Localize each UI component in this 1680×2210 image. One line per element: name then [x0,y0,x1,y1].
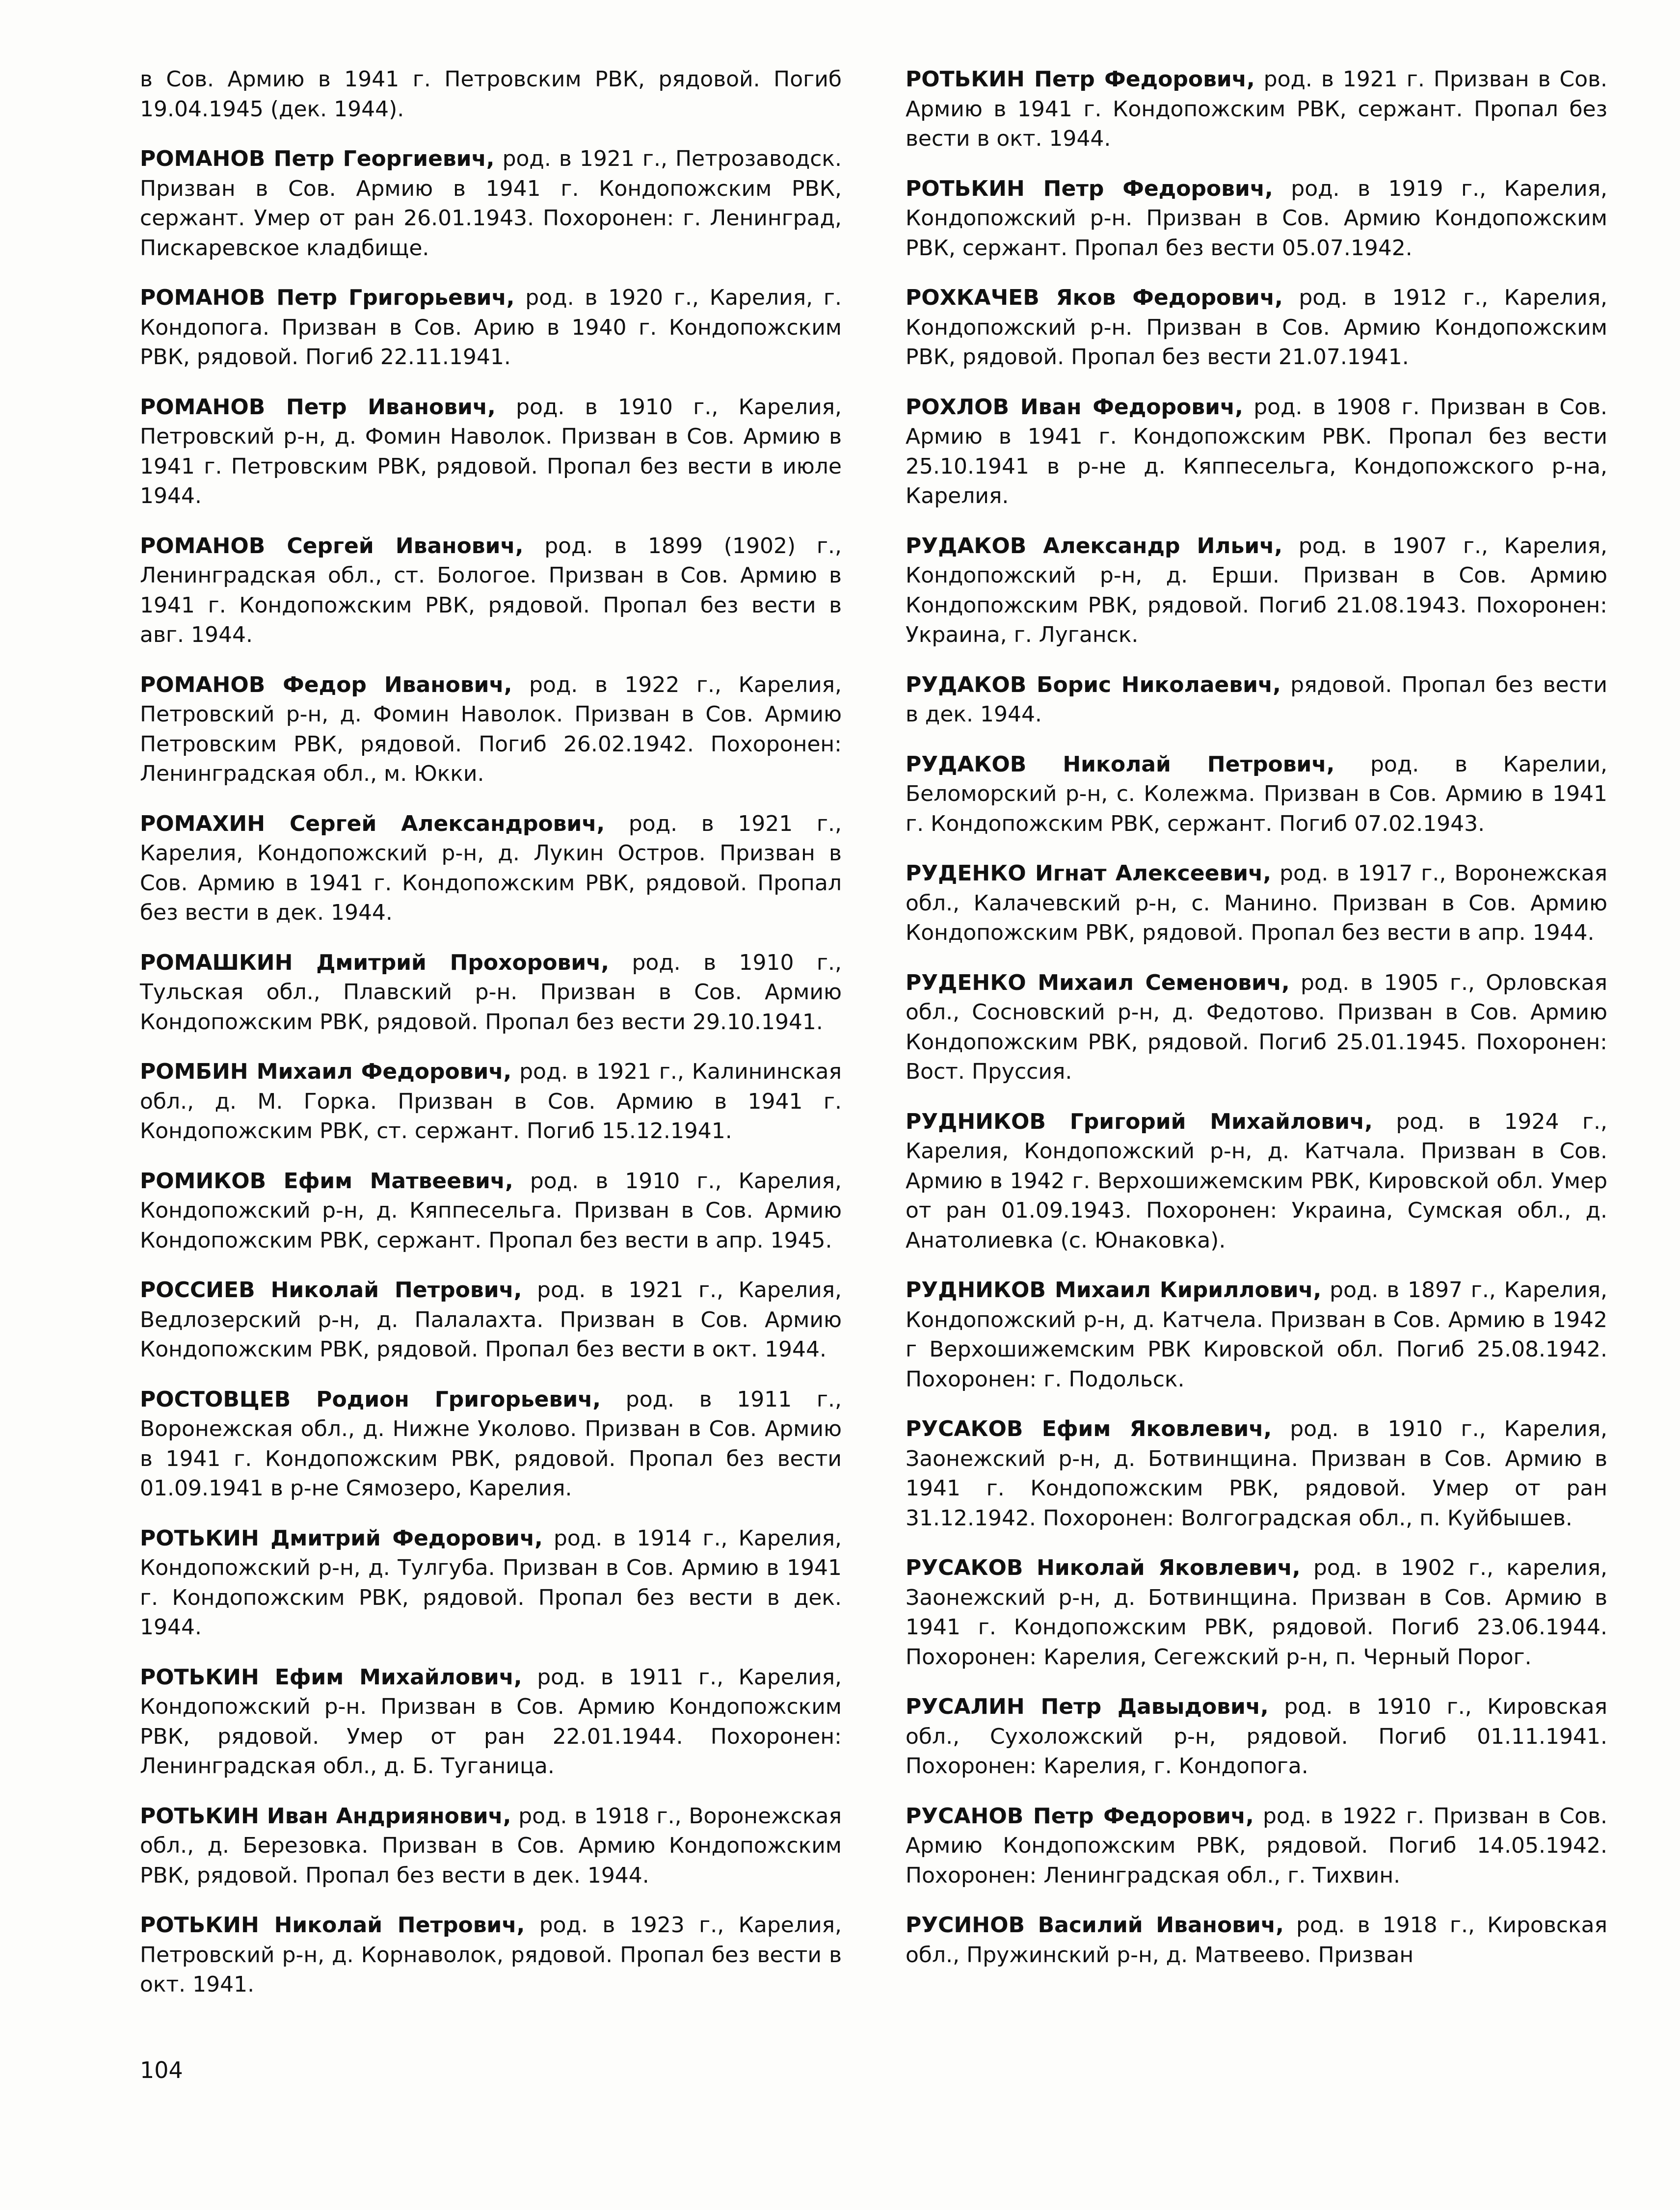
entry [906,1692,1607,1782]
entry-name: РОССИЕВ Николай Петрович, [140,1278,522,1303]
entry [140,1385,842,1504]
entry [140,1911,842,2000]
entry [906,174,1607,264]
entry-text: род. в 1910 г., Карелия, Петровский р-н, д. Фомин Наволок. Призван в Сов. Армию в 1941 г. Петровским РВК, рядовой. Пропал без вести в июле 1944. [140,394,842,508]
entry-name: РОТЬКИН Николай Петрович, [140,1913,525,1938]
entry-name: РОМАНОВ Петр Георгиевич, [140,146,495,171]
entry-name: РОТЬКИН Петр Федорович, [906,67,1255,92]
entry-text: род. в 1907 г., Карелия, Кондопожский р-н, д. Ерши. Призван в Сов. Армию Кондопожским РВК, рядовой. Погиб 21.08.1943. Похоронен: Украина, г. Луганск. [906,533,1607,647]
entry-name: РОСТОВЦЕВ Родион Григорьевич, [140,1386,601,1412]
entry-name: РОМАШКИН Дмитрий Прохорович, [140,950,610,975]
entry-name: РУСАЛИН Петр Давыдович, [906,1694,1269,1719]
entry-name: РУДАКОВ Николай Петрович, [906,751,1335,777]
entry [140,1663,842,1782]
entry-text: род. в 1897 г., Карелия, Кондопожский р-н, д. Катчела. Призван в Сов. Армию в 1942 г Верхошижемским РВК Кировской обл. Погиб 25.08.1942. Похоронен: г. Подольск. [906,1278,1608,1392]
entry-text: род. в 1912 г., Карелия, Кондопожский р-н. Призван в Сов. Армию Кондопожским РВК, рядовой. Пропал без вести 21.07.1941. [906,285,1607,370]
entry [140,1276,842,1365]
entry-text: род. в Карелии, Беломорский р-н, с. Колежма. Призван в Сов. Армию в 1941 г. Кондопожским РВК, сержант. Погиб 07.02.1943. [906,751,1608,836]
entry-text: род. в 1910 г., Тульская обл., Плавский р-н. Призван в Сов. Армию Кондопожским РВК, рядовой. Пропал без вести 29.10.1941. [140,950,842,1035]
entry [140,65,842,124]
entry-name: РОМАНОВ Федор Иванович, [140,672,512,697]
entry-name: РОМАНОВ Петр Григорьевич, [140,285,515,310]
entry-text: род. в 1902 г., карелия, Заонежский р-н, д. Ботвинщина. Призван в Сов. Армию в 1941 г. Кондопожским РВК, рядовой. Погиб 23.06.1944. Похоронен: Карелия, Сегежский р-н, п. Черный Порог. [906,1555,1607,1670]
entry-name: РУСАКОВ Ефим Яковлевич, [906,1416,1272,1441]
entry [906,1802,1607,1891]
entry-text: род. в 1918 г., Кировская обл., Пружинский р-н, д. Матвеево. Призван [906,1913,1607,1968]
entry-name: РУДЕНКО Михаил Семенович, [906,970,1290,995]
entry [906,532,1607,650]
entry-text: род. в 1924 г., Карелия, Кондопожский р-н, д. Катчала. Призван в Сов. Армию в 1942 г. Верхошижемским РВК, Кировской обл. Умер от ран 01.09.1943. Похоронен: Украина, Сумская обл., д. Анатолиевка (с. Юнаковка). [906,1109,1608,1253]
entry [906,1107,1607,1256]
entry [140,393,842,511]
entry-name: РОТЬКИН Петр Федорович, [906,176,1273,201]
entry-name: РУСИНОВ Василий Иванович, [906,1913,1284,1938]
entry-name: РОМИКОВ Ефим Матвеевич, [140,1168,513,1194]
entry [906,1276,1607,1394]
entry-name: РУДНИКОВ Михаил Кириллович, [906,1278,1322,1303]
entry [906,283,1607,373]
entry-text: в Сов. Армию в 1941 г. Петровским РВК, рядовой. Погиб 19.04.1945 (дек. 1944). [140,67,842,122]
entry-name: РУСАНОВ Петр Федорович, [906,1803,1254,1829]
entry-text: род. в 1911 г., Карелия, Кондопожский р-н. Призван в Сов. Армию Кондопожским РВК, рядовой. Умер от ран 22.01.1944. Похоронен: Ленинградская обл., д. Б. Туганица. [140,1664,842,1779]
entry [140,948,842,1038]
entry [906,65,1607,154]
entry [140,532,842,650]
entry [906,1553,1607,1672]
entry-text: род. в 1921 г., Карелия, Кондопожский р-н, д. Лукин Остров. Призван в Сов. Армию в 1941 г. Кондопожским РВК, рядовой. Пропал без вести в дек. 1944. [140,811,842,925]
entry-text: род. в 1920 г., Карелия, г. Кондопога. Призван в Сов. Арию в 1940 г. Кондопожским РВК, рядовой. Погиб 22.11.1941. [140,285,842,370]
entry-text: род. в 1922 г., Карелия, Петровский р-н, д. Фомин Наволок. Призван в Сов. Армию Петровским РВК, рядовой. Погиб 26.02.1942. Похоронен: Ленинградская обл., м. Юкки. [140,672,842,786]
entry [140,283,842,373]
entry-text: род. в 1923 г., Карелия, Петровский р-н, д. Корнаволок, рядовой. Пропал без вести в окт. 1941. [140,1913,842,1997]
entry-text: род. в 1910 г., Карелия, Кондопожский р-н, д. Кяппесельга. Призван в Сов. Армию Кондопожским РВК, сержант. Пропал без вести в апр. 1945. [140,1168,842,1253]
page-number: 104 [140,2057,183,2083]
entry-name: РОТЬКИН Ефим Михайлович, [140,1664,522,1690]
entry-name: РОМБИН Михаил Федорович, [140,1059,512,1084]
entry [140,670,842,789]
entry-name: РОМАХИН Сергей Александрович, [140,811,605,836]
entry-name: РУДАКОВ Александр Ильич, [906,533,1283,559]
entry-name: РОХЛОВ Иван Федорович, [906,394,1243,420]
entry-name: РОХКАЧЕВ Яков Федорович, [906,285,1283,310]
entry-text: рядовой. Пропал без вести в дек. 1944. [906,672,1607,727]
entry [906,393,1607,511]
entry-text: род. в 1905 г., Орловская обл., Сосновский р-н, д. Федотово. Призван в Сов. Армию Кондопожским РВК, рядовой. Погиб 25.01.1945. Похоронен: Вост. Пруссия. [906,970,1607,1084]
entry-text: род. в 1899 (1902) г., Ленинградская обл., ст. Бологое. Призван в Сов. Армию в 1941 г. Кондопожским РВК, рядовой. Пропал без вести в авг. 1944. [140,533,842,647]
entry [906,670,1607,730]
entry-text: род. в 1921 г., Петрозаводск. Призван в Сов. Армию в 1941 г. Кондопожским РВК, сержант. Умер от ран 26.01.1943. Похоронен: г. Ленинград, Пискаревское кладбище. [140,146,842,261]
entry-name: РОТЬКИН Дмитрий Федорович, [140,1525,543,1551]
entry-text: род. в 1922 г. Призван в Сов. Армию Кондопожским РВК, рядовой. Погиб 14.05.1942. Похоронен: Ленинградская обл., г. Тихвин. [906,1803,1607,1888]
entry-name: РОТЬКИН Иван Андриянович, [140,1803,511,1829]
entry-name: РОМАНОВ Сергей Иванович, [140,533,524,559]
entry [140,1057,842,1146]
entry-text: род. в 1914 г., Карелия, Кондопожский р-н, д. Тулгуба. Призван в Сов. Армию в 1941 г. Кондопожским РВК, рядовой. Пропал без вести в дек. 1944. [140,1525,842,1640]
entry-text: род. в 1910 г., Карелия, Заонежский р-н, д. Ботвинщина. Призван в Сов. Армию в 1941 г. Кондопожским РВК, рядовой. Умер от ран 31.12.1942. Похоронен: Волгоградская обл., п. Куйбышев. [906,1416,1608,1531]
entry-text: род. в 1919 г., Карелия, Кондопожский р-н. Призван в Сов. Армию Кондопожским РВК, сержант. Пропал без вести 05.07.1942. [906,176,1607,261]
entry-text: род. в 1921 г., Карелия, Ведлозерский р-н, д. Палалахта. Призван в Сов. Армию Кондопожским РВК, рядовой. Пропал без вести в окт. 1944. [140,1278,842,1362]
entry-text: род. в 1921 г. Призван в Сов. Армию в 1941 г. Кондопожским РВК, сержант. Пропал без вести в окт. 1944. [906,67,1607,151]
entry-text: род. в 1921 г., Калининская обл., д. М. Горка. Призван в Сов. Армию в 1941 г. Кондопожским РВК, ст. сержант. Погиб 15.12.1941. [140,1059,842,1144]
entry-name: РУДАКОВ Борис Николаевич, [906,672,1281,697]
entry-name: РУСАКОВ Николай Яковлевич, [906,1555,1301,1580]
entry [140,1167,842,1256]
entry-text: род. в 1917 г., Воронежская обл., Калачевский р-н, с. Манино. Призван в Сов. Армию Кондопожским РВК, рядовой. Пропал без вести в апр. 1944. [906,861,1608,945]
entry-name: РОМАНОВ Петр Иванович, [140,394,496,420]
entry [906,1414,1607,1533]
entry-text: род. в 1910 г., Кировская обл., Сухоложский р-н, рядовой. Погиб 01.11.1941. Похоронен: Карелия, г. Кондопога. [906,1694,1607,1779]
left-column [140,65,842,2020]
entry [906,750,1607,839]
entry-text: род. в 1911 г., Воронежская обл., д. Нижне Уколово. Призван в Сов. Армию в 1941 г. Кондопожским РВК, рядовой. Пропал без вести 01.09.1941 в р-не Сямозеро, Карелия. [140,1386,842,1501]
entry [140,1802,842,1891]
entry-text: род. в 1908 г. Призван в Сов. Армию в 1941 г. Кондопожским РВК. Пропал без вести 25.10.1941 в р-не д. Кяппесельга, Кондопожского р-на, Карелия. [906,394,1607,508]
entry-name: РУДНИКОВ Григорий Михайлович, [906,1109,1373,1134]
entry [140,809,842,928]
entry [140,1524,842,1643]
entry [140,144,842,263]
entry [906,968,1607,1087]
right-column [906,65,1607,1990]
entry-name: РУДЕНКО Игнат Алексеевич, [906,861,1272,886]
entry-text: род. в 1918 г., Воронежская обл., д. Березовка. Призван в Сов. Армию Кондопожским РВК, рядовой. Пропал без вести в дек. 1944. [140,1803,842,1888]
entry [906,1911,1607,1970]
entry [906,859,1607,948]
